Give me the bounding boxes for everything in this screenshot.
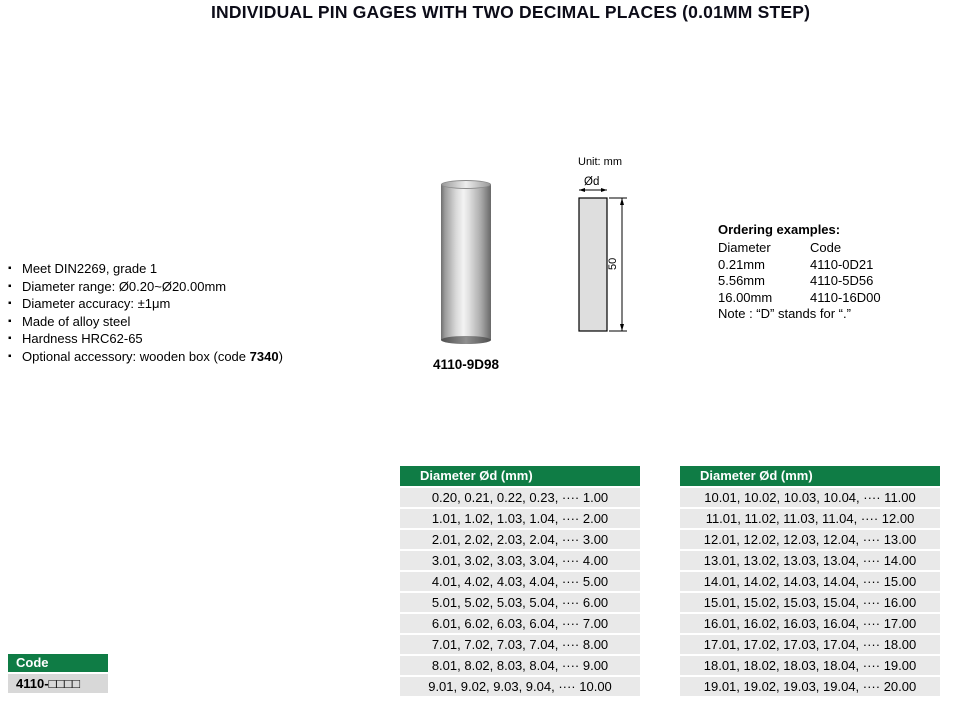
length-dim-label: 50	[607, 257, 619, 270]
feature-item: ▪ Made of alloy steel	[8, 315, 283, 328]
feature-item-accessory	[8, 350, 283, 363]
ordering-diameter: 5.56mm	[718, 273, 765, 288]
table-row: 4.01, 4.02, 4.03, 4.04, ···· 5.00	[400, 572, 640, 591]
ordering-code: 4110-5D56	[810, 273, 874, 288]
table-row: 14.01, 14.02, 14.03, 14.04, ···· 15.00	[680, 572, 940, 591]
table-row: 13.01, 13.02, 13.03, 13.04, ···· 14.00	[680, 551, 940, 570]
ordering-note: Note : “D” stands for “.”	[718, 306, 851, 321]
ordering-diameter: 16.00mm	[718, 289, 773, 305]
feature-item: ▪ Meet DIN2269, grade 1	[8, 262, 283, 275]
table-row: 8.01, 8.02, 8.03, 8.04, ···· 9.00	[400, 656, 640, 675]
diameter-table-header: Diameter Ød (mm)	[680, 466, 940, 486]
table-row: 5.01, 5.02, 5.03, 5.04, ···· 6.00	[400, 593, 640, 612]
table-row: 1.01, 1.02, 1.03, 1.04, ···· 2.00	[400, 509, 640, 528]
ordering-row	[718, 273, 881, 290]
dim-arrow-right	[601, 188, 607, 192]
table-row: 0.20, 0.21, 0.22, 0.23, ···· 1.00	[400, 488, 640, 507]
feature-accessory-prefix: Optional accessory: wooden box (code	[22, 348, 250, 364]
ordering-header-row	[718, 240, 881, 257]
product-code-label: 4110-9D98	[432, 357, 500, 372]
unit-label: Unit: mm	[578, 156, 622, 168]
ordering-title: Ordering examples:	[718, 222, 841, 237]
table-row: 12.01, 12.02, 12.03, 12.04, ···· 13.00	[680, 530, 940, 549]
dim-arrow-left	[579, 188, 585, 192]
ordering-examples	[718, 222, 881, 323]
technical-drawing	[553, 152, 653, 342]
dim-arrow-down	[620, 324, 624, 331]
table-row: 2.01, 2.02, 2.03, 2.04, ···· 3.00	[400, 530, 640, 549]
dim-arrow-up	[620, 198, 624, 205]
table-row: 11.01, 11.02, 11.03, 11.04, ···· 12.00	[680, 509, 940, 528]
table-row: 6.01, 6.02, 6.03, 6.04, ···· 7.00	[400, 614, 640, 633]
code-table	[8, 654, 108, 693]
feature-list	[8, 262, 283, 367]
feature-item: ▪ Hardness HRC62-65	[8, 332, 283, 345]
feature-accessory-code: 7340	[249, 348, 279, 364]
pin-gage-photo	[441, 180, 491, 344]
diameter-dim-label: Ød	[584, 176, 600, 188]
feature-item: ▪ Diameter accuracy: ±1μm	[8, 297, 283, 310]
table-row: 3.01, 3.02, 3.03, 3.04, ···· 4.00	[400, 551, 640, 570]
ordering-row	[718, 290, 881, 307]
code-table-value: 4110-□□□□	[8, 674, 108, 693]
ordering-code: 4110-16D00	[810, 289, 881, 305]
pin-outline-rect	[579, 198, 607, 331]
ordering-diameter: 0.21mm	[718, 256, 765, 272]
table-row: 9.01, 9.02, 9.03, 9.04, ···· 10.00	[400, 677, 640, 696]
table-row: 10.01, 10.02, 10.03, 10.04, ···· 11.00	[680, 488, 940, 507]
diameter-table-header: Diameter Ød (mm)	[400, 466, 640, 486]
table-row: 19.01, 19.02, 19.03, 19.04, ···· 20.00	[680, 677, 940, 696]
ordering-code: 4110-0D21	[810, 256, 874, 272]
code-table-header: Code	[8, 654, 108, 672]
pin-bottom-edge	[441, 336, 491, 344]
diameter-table-2	[680, 466, 940, 698]
table-row: 18.01, 18.02, 18.03, 18.04, ···· 19.00	[680, 656, 940, 675]
table-row: 7.01, 7.02, 7.03, 7.04, ···· 8.00	[400, 635, 640, 654]
pin-top-face	[441, 180, 491, 189]
feature-item: ▪ Diameter range: Ø0.20~Ø20.00mm	[8, 280, 283, 293]
pin-body	[441, 184, 491, 340]
ordering-row	[718, 257, 881, 274]
table-row: 16.01, 16.02, 16.03, 16.04, ···· 17.00	[680, 614, 940, 633]
feature-accessory-suffix: )	[278, 348, 283, 364]
diameter-table-1	[400, 466, 640, 698]
ordering-col-code: Code	[810, 240, 842, 255]
table-row: 17.01, 17.02, 17.03, 17.04, ···· 18.00	[680, 635, 940, 654]
page-title: INDIVIDUAL PIN GAGES WITH TWO DECIMAL PLACES (0.01MM STEP)	[211, 2, 811, 22]
ordering-col-diameter: Diameter	[718, 240, 771, 255]
table-row: 15.01, 15.02, 15.03, 15.04, ···· 16.00	[680, 593, 940, 612]
